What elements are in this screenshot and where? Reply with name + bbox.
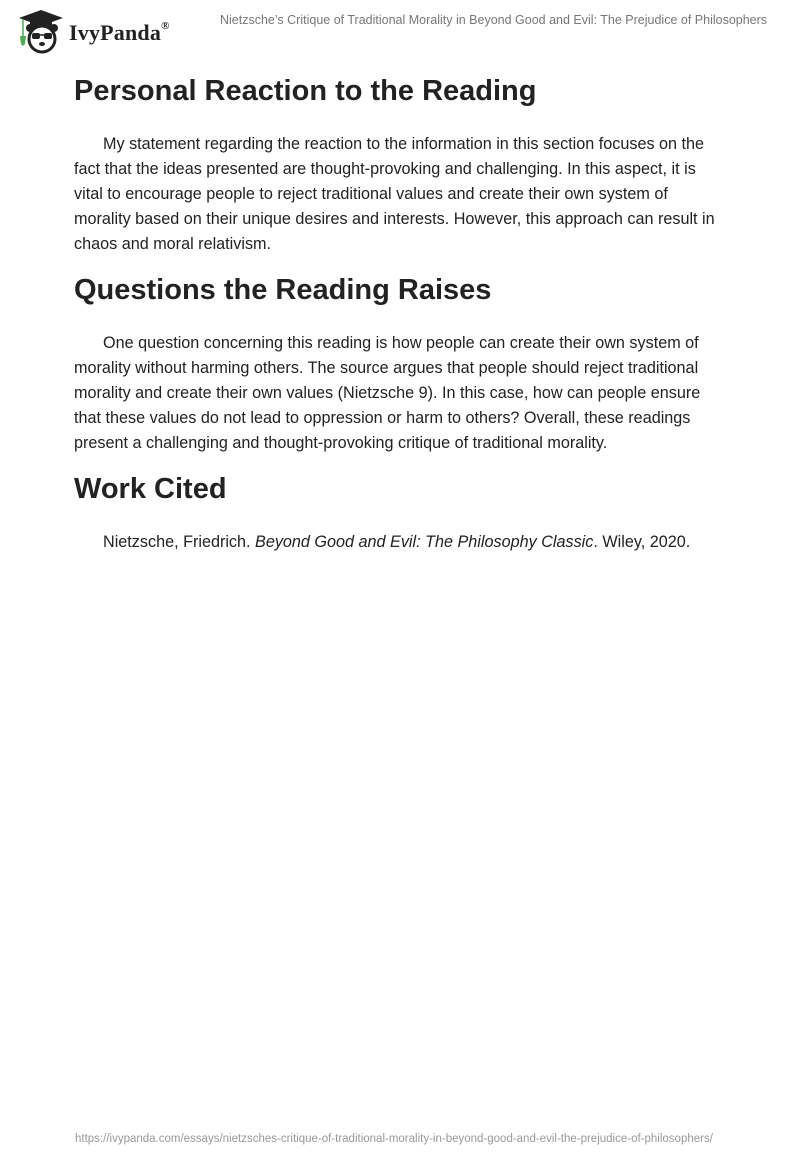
citation-publisher: . Wiley, 2020.	[593, 533, 691, 551]
panda-graduate-icon	[17, 8, 65, 54]
citation-author: Nietzsche, Friedrich.	[103, 533, 256, 551]
section-work-cited	[74, 470, 728, 555]
page-header	[0, 0, 800, 60]
source-url[interactable]: https://ivypanda.com/essays/nietzsches-critique-of-traditional-morality-in-beyond-good-and-evil-the-prejudice-of-philosophers/	[75, 1133, 713, 1145]
document-title: Nietzsche’s Critique of Traditional Morality in Beyond Good and Evil: The Prejudice of Philosophers	[220, 13, 768, 27]
section-heading: Questions the Reading Raises	[74, 274, 492, 306]
citation-book-title: Beyond Good and Evil: The Philosophy Classic	[255, 533, 594, 551]
section-paragraph: One question concerning this reading is how people can create their own system of morality without harming others. The source argues that people should reject traditional morality and create their own values (Nietzsche 9). In this case, how can people ensure that these values do not lead to oppression or harm to others? Overall, these readings present a challenging and thought-provoking critique of traditional morality.	[74, 334, 701, 452]
essay-content	[74, 72, 728, 555]
section-heading: Work Cited	[74, 473, 227, 505]
ivypanda-logo[interactable]	[17, 8, 170, 54]
section-personal-reaction	[74, 72, 728, 257]
citation-entry	[74, 530, 728, 555]
section-questions	[74, 271, 728, 456]
section-paragraph: My statement regarding the reaction to the information in this section focuses on the fact that the ideas presented are thought-provoking and challenging. In this aspect, it is vital to encourage people to reject traditional values and create their own system of morality based on their unique desires and interests. However, this approach can result in chaos and moral relativism.	[74, 135, 715, 253]
logo-text: IvyPanda®	[69, 19, 170, 45]
section-heading: Personal Reaction to the Reading	[74, 75, 537, 107]
